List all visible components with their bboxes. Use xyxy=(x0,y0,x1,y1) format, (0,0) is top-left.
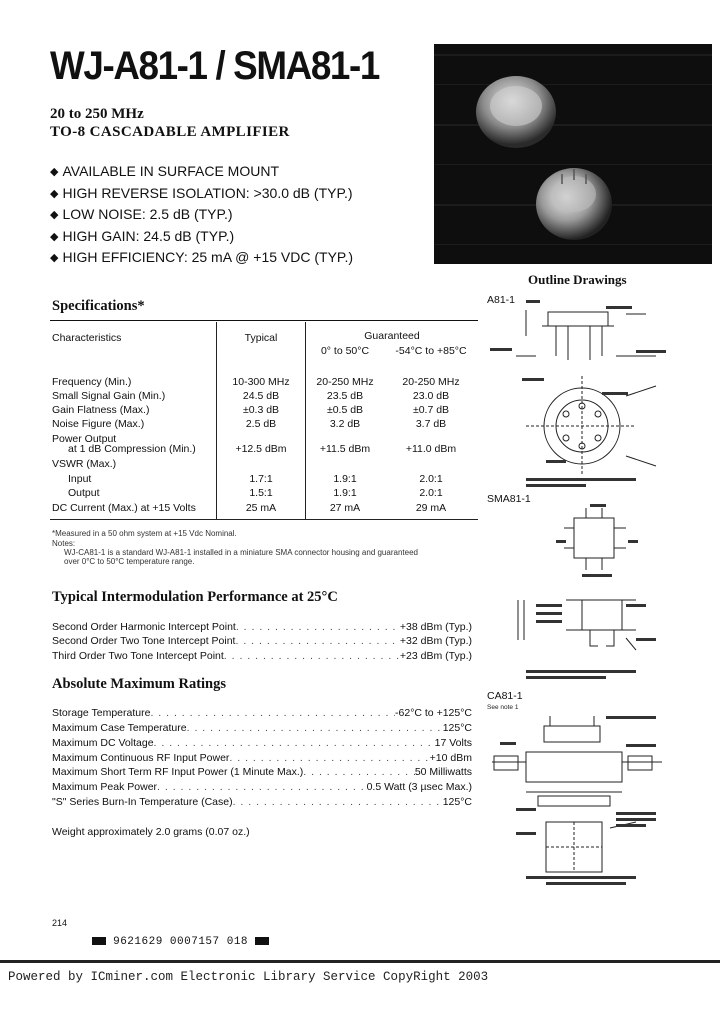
spec-row-label: Power Output xyxy=(52,433,117,445)
abs-max-value: 125°C xyxy=(442,722,472,734)
spec-row-typical: 1.7:1 xyxy=(249,473,273,485)
abs-max-label: "S" Series Burn-In Temperature (Case) xyxy=(52,796,233,808)
feature-item: ◆ HIGH GAIN: 24.5 dB (TYP.) xyxy=(50,227,353,249)
spec-row-label: Gain Flatness (Max.) xyxy=(52,404,150,416)
intermod-row xyxy=(52,620,472,635)
dot-leader xyxy=(157,780,367,795)
abs-max-value: +10 dBm xyxy=(429,752,472,764)
spec-row-guaranteed-1: 27 mA xyxy=(329,502,361,514)
spec-row-guaranteed-1: +11.5 dBm xyxy=(319,443,371,455)
dot-leader xyxy=(154,736,435,751)
spec-row-guaranteed-2: 3.7 dB xyxy=(415,418,447,430)
catalog-barcode xyxy=(92,936,269,948)
abs-max-row xyxy=(52,795,472,810)
col-head-typical: Typical xyxy=(244,332,278,344)
intermod-value: +38 dBm (Typ.) xyxy=(399,621,472,633)
product-photo xyxy=(434,44,712,264)
sma81-outline-drawing xyxy=(486,500,680,686)
intermod-value: +32 dBm (Typ.) xyxy=(399,635,472,647)
intermod-title: Typical Intermodulation Performance at 25°C xyxy=(52,589,338,605)
ca81-outline-drawing xyxy=(486,712,680,892)
spec-row-guaranteed-1: 3.2 dB xyxy=(329,418,361,430)
spec-row-typical: 24.5 dB xyxy=(242,390,280,402)
weight-note: Weight approximately 2.0 grams (0.07 oz.) xyxy=(52,826,250,838)
abs-max-label: Storage Temperature xyxy=(52,707,151,719)
frequency-range-subtitle: 20 to 250 MHz xyxy=(50,106,144,122)
spec-row-label-cont: at 1 dB Compression (Min.) xyxy=(68,443,196,455)
dot-leader xyxy=(233,795,443,810)
specifications-title: Specifications* xyxy=(52,298,145,314)
intermod-label: Second Order Two Tone Intercept Point xyxy=(52,635,236,647)
abs-max-label: Maximum DC Voltage xyxy=(52,737,154,749)
spec-notes-label: Notes: xyxy=(52,539,76,548)
dot-leader xyxy=(236,620,400,635)
spec-row-guaranteed-1: 23.5 dB xyxy=(326,390,364,402)
barcode-block xyxy=(255,937,269,945)
col-head-characteristics: Characteristics xyxy=(52,332,122,344)
intermod-label: Second Order Harmonic Intercept Point xyxy=(52,621,236,633)
product-type-subtitle: TO-8 CASCADABLE AMPLIFIER xyxy=(50,124,290,140)
dot-leader xyxy=(150,706,395,721)
abs-max-row xyxy=(52,765,472,780)
spec-row-guaranteed-1: 20-250 MHz xyxy=(316,376,374,388)
feature-item: ◆ HIGH EFFICIENCY: 25 mA @ +15 VDC (TYP.) xyxy=(50,248,353,270)
abs-max-title: Absolute Maximum Ratings xyxy=(52,676,227,692)
abs-max-label: Maximum Peak Power xyxy=(52,781,158,793)
spec-row-guaranteed-1: 1.9:1 xyxy=(333,473,357,485)
spec-row-typical: 2.5 dB xyxy=(245,418,277,430)
spec-row-guaranteed-2: 2.0:1 xyxy=(419,487,443,499)
spec-row-guaranteed-2: 29 mA xyxy=(415,502,447,514)
feature-item: ◆ LOW NOISE: 2.5 dB (TYP.) xyxy=(50,205,353,227)
spec-row-guaranteed-1: 1.9:1 xyxy=(333,487,357,499)
abs-max-row xyxy=(52,736,472,751)
spec-row-guaranteed-2: 2.0:1 xyxy=(419,473,443,485)
spec-note-ca81-cont: over 0°C to 50°C temperature range. xyxy=(64,557,195,566)
spec-row-guaranteed-2: +11.0 dBm xyxy=(405,443,457,455)
spec-row-label: VSWR (Max.) xyxy=(52,458,117,470)
spec-row-label: Small Signal Gain (Min.) xyxy=(52,390,166,402)
page-number: 214 xyxy=(52,918,68,928)
abs-max-row xyxy=(52,706,472,721)
footer-rule xyxy=(0,960,720,963)
abs-max-label: Maximum Short Term RF Input Power (1 Minute Max.) xyxy=(52,766,304,778)
page-title: WJ-A81-1 / SMA81-1 xyxy=(50,44,379,88)
spec-row-guaranteed-2: ±0.7 dB xyxy=(412,404,450,416)
spec-note-ca81: WJ-CA81-1 is a standard WJ-A81-1 installed in a miniature SMA connector housing and guaranteed xyxy=(64,548,418,557)
spec-row-label: Frequency (Min.) xyxy=(52,376,132,388)
intermod-value: +23 dBm (Typ.) xyxy=(399,650,472,662)
col-head-guaranteed: Guaranteed xyxy=(364,330,420,342)
intermod-row xyxy=(52,634,472,649)
intermod-row xyxy=(52,649,472,664)
footer-copyright: Powered by ICminer.com Electronic Library Service CopyRight 2003 xyxy=(8,970,489,984)
abs-max-label: Maximum Continuous RF Input Power xyxy=(52,752,230,764)
spec-row-typical: 10-300 MHz xyxy=(232,376,290,388)
a81-outline-drawing xyxy=(486,296,680,492)
spec-row-label: Noise Figure (Max.) xyxy=(52,418,145,430)
feature-list xyxy=(50,162,353,270)
outline-drawings-title: Outline Drawings xyxy=(528,272,627,287)
spec-note-measured: *Measured in a 50 ohm system at +15 Vdc Nominal. xyxy=(52,529,237,538)
feature-item: ◆ HIGH REVERSE ISOLATION: >30.0 dB (TYP.) xyxy=(50,184,353,206)
abs-max-row xyxy=(52,751,472,766)
dot-leader xyxy=(303,765,415,780)
feature-item: ◆ AVAILABLE IN SURFACE MOUNT xyxy=(50,162,353,184)
ca81-see-note: See note 1 xyxy=(487,704,519,711)
abs-max-row xyxy=(52,721,472,736)
spec-row-guaranteed-2: 20-250 MHz xyxy=(402,376,460,388)
col-head-range-1: 0° to 50°C xyxy=(320,345,370,357)
spec-row-guaranteed-2: 23.0 dB xyxy=(412,390,450,402)
dot-leader xyxy=(187,721,443,736)
dot-leader xyxy=(224,649,400,664)
abs-max-value: 17 Volts xyxy=(434,737,472,749)
col-head-range-2: -54°C to +85°C xyxy=(395,345,467,357)
spec-row-typical: ±0.3 dB xyxy=(242,404,280,416)
abs-max-value: 0.5 Watt (3 µsec Max.) xyxy=(366,781,472,793)
abs-max-label: Maximum Case Temperature xyxy=(52,722,187,734)
spec-bottom-rule xyxy=(50,519,478,520)
abs-max-value: 50 Milliwatts xyxy=(414,766,472,778)
spec-row-guaranteed-1: ±0.5 dB xyxy=(326,404,364,416)
abs-max-value: -62°C to +125°C xyxy=(395,707,472,719)
outline-label-a81: A81-1 xyxy=(487,294,516,306)
abs-max-value: 125°C xyxy=(442,796,472,808)
outline-label-sma81: SMA81-1 xyxy=(487,493,531,505)
spec-row-label: DC Current (Max.) at +15 Volts xyxy=(52,502,196,514)
spec-row-typical: +12.5 dBm xyxy=(235,443,287,455)
spec-row-typical: 1.5:1 xyxy=(249,487,273,499)
spec-top-rule xyxy=(50,320,478,321)
intermod-label: Third Order Two Tone Intercept Point xyxy=(52,650,224,662)
spec-column-divider xyxy=(216,322,217,520)
outline-label-ca81: CA81-1 xyxy=(487,690,523,702)
spec-row-typical: 25 mA xyxy=(245,502,277,514)
barcode-number: 9621629 0007157 018 xyxy=(113,936,249,948)
dot-leader xyxy=(235,634,399,649)
dot-leader xyxy=(229,751,429,766)
spec-row-label: Output xyxy=(68,487,100,499)
abs-max-row xyxy=(52,780,472,795)
spec-row-label: Input xyxy=(68,473,92,485)
barcode-block xyxy=(92,937,106,945)
